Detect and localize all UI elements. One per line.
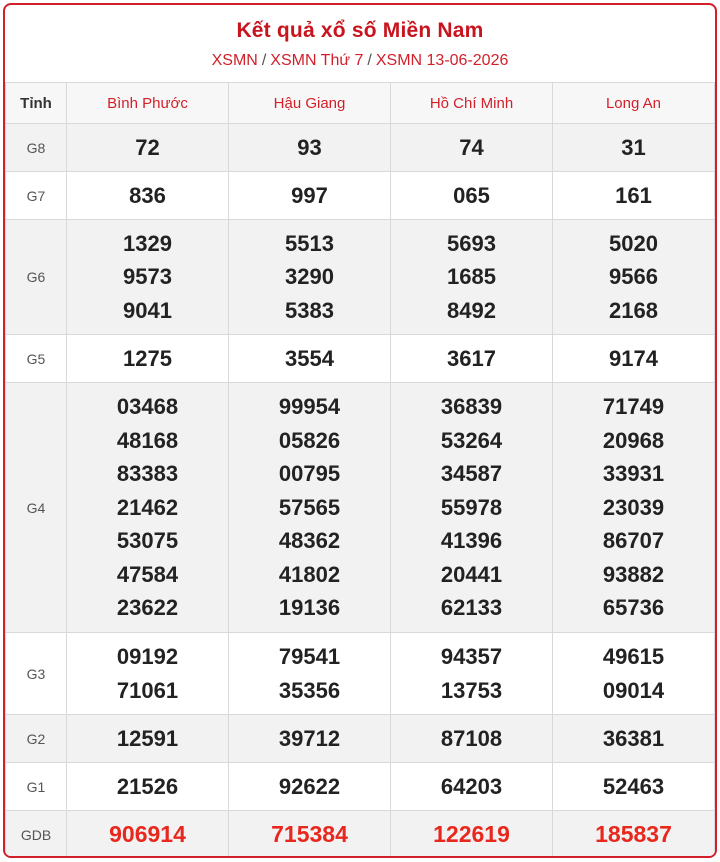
- result-number: 23039: [602, 494, 665, 520]
- prize-row-g8: [6, 124, 715, 172]
- result-cell: [67, 763, 229, 811]
- result-number: 09192: [116, 643, 179, 669]
- result-cell: [229, 633, 391, 715]
- breadcrumb-link-date[interactable]: XSMN 13-06-2026: [375, 52, 509, 69]
- result-number: 05826: [278, 427, 341, 453]
- prize-row-g2: [6, 715, 715, 763]
- result-number: 35356: [278, 677, 341, 703]
- result-number: 93: [297, 134, 322, 160]
- result-cell: [391, 763, 553, 811]
- result-cell: [391, 172, 553, 220]
- breadcrumb-link-xsmn[interactable]: XSMN: [211, 52, 258, 69]
- jackpot-number: 906914: [109, 820, 186, 847]
- result-number: 36839: [440, 393, 503, 419]
- result-number: 20968: [602, 427, 665, 453]
- result-number: 53264: [440, 427, 503, 453]
- prize-label: G5: [6, 335, 67, 383]
- result-cell: [553, 220, 715, 335]
- breadcrumb-separator: /: [367, 52, 372, 69]
- prize-label: G1: [6, 763, 67, 811]
- result-number: 65736: [602, 595, 665, 621]
- result-cell: [67, 715, 229, 763]
- result-cell: [391, 220, 553, 335]
- prize-label: G7: [6, 172, 67, 220]
- result-number: 64203: [440, 773, 503, 799]
- result-number: 5020: [609, 230, 658, 256]
- prize-label: G8: [6, 124, 67, 172]
- result-number: 33931: [602, 461, 665, 487]
- result-number: 52463: [602, 773, 665, 799]
- result-number: 2168: [609, 297, 658, 323]
- result-number: 53075: [116, 528, 179, 554]
- prize-row-g6: [6, 220, 715, 335]
- table-header-row: [6, 83, 715, 124]
- result-cell: [229, 220, 391, 335]
- prize-row-g4: [6, 383, 715, 633]
- result-number: 1275: [123, 345, 172, 371]
- breadcrumb-separator: /: [261, 52, 267, 69]
- result-number: 83383: [116, 461, 179, 487]
- result-cell: [553, 335, 715, 383]
- result-number: 21462: [116, 494, 179, 520]
- result-cell: [391, 124, 553, 172]
- result-cell: [391, 335, 553, 383]
- result-number: 87108: [440, 725, 503, 751]
- breadcrumb-link-weekday[interactable]: XSMN Thứ 7: [270, 52, 364, 69]
- province-header[interactable]: Long An: [553, 83, 715, 124]
- prize-row-g5: [6, 335, 715, 383]
- result-number: 49615: [602, 643, 665, 669]
- result-cell: [67, 811, 229, 859]
- result-number: 48168: [116, 427, 179, 453]
- province-header[interactable]: Hậu Giang: [229, 83, 391, 124]
- result-cell: [553, 172, 715, 220]
- result-cell: [553, 124, 715, 172]
- result-cell: [391, 383, 553, 633]
- result-cell: [391, 811, 553, 859]
- result-number: 09014: [602, 677, 665, 703]
- result-cell: [67, 220, 229, 335]
- result-number: 62133: [440, 595, 503, 621]
- result-number: 5383: [285, 297, 334, 323]
- result-number: 23622: [116, 595, 179, 621]
- result-number: 3290: [285, 264, 334, 290]
- breadcrumb: [5, 52, 715, 70]
- result-number: 79541: [278, 643, 341, 669]
- result-number: 92622: [278, 773, 341, 799]
- result-number: 48362: [278, 528, 341, 554]
- result-number: 71749: [602, 393, 665, 419]
- prize-row-g7: [6, 172, 715, 220]
- result-number: 161: [615, 182, 652, 208]
- prize-label: GDB: [6, 811, 67, 859]
- result-number: 21526: [116, 773, 179, 799]
- province-column-header: Tỉnh: [6, 83, 67, 124]
- result-cell: [229, 715, 391, 763]
- prize-label: G3: [6, 633, 67, 715]
- jackpot-number: 715384: [271, 820, 348, 847]
- result-number: 55978: [440, 494, 503, 520]
- result-number: 9566: [609, 264, 658, 290]
- result-cell: [229, 763, 391, 811]
- jackpot-number: 122619: [433, 820, 510, 847]
- result-cell: [553, 715, 715, 763]
- prize-label: G6: [6, 220, 67, 335]
- result-cell: [67, 172, 229, 220]
- result-cell: [229, 124, 391, 172]
- result-number: 1685: [447, 264, 496, 290]
- result-number: 5693: [447, 230, 496, 256]
- result-number: 71061: [116, 677, 179, 703]
- result-number: 31: [621, 134, 646, 160]
- result-number: 36381: [602, 725, 665, 751]
- prize-row-g3: [6, 633, 715, 715]
- result-cell: [229, 335, 391, 383]
- result-number: 94357: [440, 643, 503, 669]
- prize-label: G4: [6, 383, 67, 633]
- result-cell: [67, 335, 229, 383]
- results-body: [6, 124, 715, 859]
- result-cell: [553, 763, 715, 811]
- result-number: 9041: [123, 297, 172, 323]
- province-header[interactable]: Bình Phước: [67, 83, 229, 124]
- result-number: 41802: [278, 561, 341, 587]
- results-header: [5, 5, 715, 82]
- page-title: Kết quả xổ số Miền Nam: [236, 19, 484, 42]
- prize-label: G2: [6, 715, 67, 763]
- result-number: 86707: [602, 528, 665, 554]
- result-number: 5513: [285, 230, 334, 256]
- result-cell: [67, 383, 229, 633]
- result-cell: [229, 383, 391, 633]
- result-number: 12591: [116, 725, 179, 751]
- results-table: [5, 82, 715, 858]
- result-number: 065: [453, 182, 490, 208]
- result-number: 9174: [609, 345, 658, 371]
- result-cell: [391, 633, 553, 715]
- result-number: 93882: [602, 561, 665, 587]
- result-number: 8492: [447, 297, 496, 323]
- result-number: 72: [135, 134, 160, 160]
- result-number: 03468: [116, 393, 179, 419]
- result-number: 13753: [440, 677, 503, 703]
- result-cell: [229, 811, 391, 859]
- result-cell: [67, 633, 229, 715]
- result-number: 997: [291, 182, 328, 208]
- result-number: 39712: [278, 725, 341, 751]
- result-number: 00795: [278, 461, 341, 487]
- result-number: 3554: [285, 345, 334, 371]
- result-number: 9573: [123, 264, 172, 290]
- result-number: 19136: [278, 595, 341, 621]
- result-number: 20441: [440, 561, 503, 587]
- prize-row-gdb: [6, 811, 715, 859]
- jackpot-number: 185837: [595, 820, 672, 847]
- result-number: 41396: [440, 528, 503, 554]
- result-cell: [553, 383, 715, 633]
- results-card: [3, 3, 717, 858]
- result-cell: [553, 811, 715, 859]
- result-number: 34587: [440, 461, 503, 487]
- result-cell: [391, 715, 553, 763]
- result-cell: [67, 124, 229, 172]
- result-number: 836: [129, 182, 166, 208]
- result-number: 47584: [116, 561, 179, 587]
- result-number: 3617: [447, 345, 496, 371]
- result-number: 99954: [278, 393, 341, 419]
- result-number: 57565: [278, 494, 341, 520]
- result-number: 74: [459, 134, 484, 160]
- prize-row-g1: [6, 763, 715, 811]
- result-number: 1329: [123, 230, 172, 256]
- province-header[interactable]: Hồ Chí Minh: [391, 83, 553, 124]
- result-cell: [229, 172, 391, 220]
- result-cell: [553, 633, 715, 715]
